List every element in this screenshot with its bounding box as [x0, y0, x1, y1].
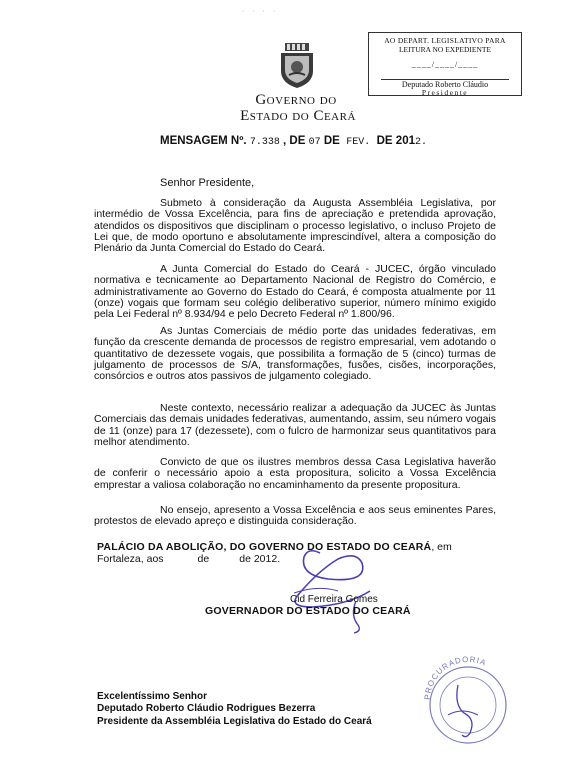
gov-do-2: DO	[292, 111, 310, 123]
recipient-line-3: Presidente da Assembléia Legislativa do Estado do Ceará	[97, 715, 372, 727]
closing-de: de	[197, 553, 210, 565]
paragraph-5-text: Convicto de que os ilustres membros dessa Casa Legislativa haverão de conferir o necessário apoio a esta propositura, solicito a Vossa Excelência emprestar a valiosa colaboração no encaminhamento da presente propositura.	[94, 456, 496, 491]
stamp-date-blanks: ____/____/____	[411, 60, 479, 69]
governor-signature-image	[258, 545, 408, 640]
gov-cap-e: E	[240, 108, 250, 124]
gov-cap-c: C	[313, 108, 324, 124]
seal-lettering: PROCURADORIA	[422, 655, 488, 701]
paragraph-6-text: No ensejo, apresento a Vossa Excelência e aos seus eminentes Pares, protestos de elevado apreço e distinguida consideração.	[94, 504, 496, 528]
message-de-1: , DE	[283, 135, 306, 147]
gov-do: DO	[319, 95, 337, 107]
closing-year-end: 2.	[271, 553, 281, 565]
gov-stado: STADO	[249, 111, 289, 123]
paragraph-4-text: Neste contexto, necessário realizar a adequação da JUCEC às Juntas Comerciais das demais unidades federativas, aumentando, assim, seu número vogais de 11 (onze) para 17 (dezessete), com o fulcro de harmonizar seus quantitativos para melhor atendimento.	[94, 402, 496, 448]
governor-title: GOVERNADOR DO ESTADO DO CEARÁ	[205, 605, 411, 617]
closing-city: Fortaleza, aos	[97, 553, 164, 565]
paragraph-2	[94, 264, 496, 320]
palace-name: PALÁCIO DA ABOLIÇÃO, DO GOVERNO DO ESTADO DO CEARÁ	[97, 541, 432, 553]
message-heading	[160, 135, 427, 148]
stamp-line-1: AO DEPART. LEGISLATIVO PARA	[384, 36, 506, 45]
message-day: 07	[308, 137, 321, 148]
stamp-line-2: LEITURA NO EXPEDIENTE	[398, 45, 492, 54]
stamp-signer	[369, 81, 521, 97]
government-title-line-1	[248, 92, 344, 109]
message-de-3: DE 201	[376, 135, 415, 147]
recipient-line-2: Deputado Roberto Cláudio Rodrigues Bezerra	[97, 703, 316, 715]
paragraph-3-text: As Juntas Comerciais de médio porte das unidades federativas, em função da crescente demanda de processos de registro empresarial, vem adotando o quantitativo de dezessete vogais, que possibilita a formação de 5 (cinco) turmas de julgamento de processos de S/A, transformações, fusões, cisões, incorporações, consórcios e outros atos passivos de julgamento colegiado.	[94, 325, 496, 383]
message-de-2: DE	[323, 135, 340, 147]
government-title-line-2	[228, 108, 368, 125]
svg-text:PROCURADORIA	[423, 655, 488, 700]
message-number: 7.338	[249, 137, 280, 148]
gov-overno: OVERNO	[266, 95, 316, 107]
paragraph-1	[94, 198, 496, 254]
message-label: MENSAGEM Nº.	[160, 135, 247, 147]
stamp-signer-name: Deputado Roberto Cláudio	[401, 80, 489, 89]
paragraph-2-text: A Junta Comercial do Estado do Ceará - JUCEC, órgão vinculado normativa e tecnicamente ao Departamento Nacional de Registro do Comércio, e administrativamente ao Governo do Estado do Ceará, é composta atualmente por 11 (onze) vogais que formam seu colégio deliberativo superior, número mínimo exigido pela Lei Federal nº 8.934/94 e pelo Decreto Federal nº 1.800/96.	[94, 263, 496, 321]
state-coat-of-arms-logo	[277, 43, 317, 94]
recipient-block	[97, 691, 372, 728]
top-scan-mark: · · · ·	[242, 8, 279, 15]
governor-name: Cid Ferreira Gomes	[290, 594, 378, 605]
salutation: Senhor Presidente,	[160, 177, 255, 189]
message-year-end: 2.	[414, 137, 427, 148]
procuradoria-seal	[418, 655, 518, 750]
recipient-line-1: Excelentíssimo Senhor	[97, 691, 208, 702]
paragraph-1-text: Submeto à consideração da Augusta Assembléia Legislativa, por intermédio de Vossa Excelência, para fins de apreciação e pretendida aprovação, atendidos os dispositivos que disciplinam o processo legislativo, o incluso Projeto de Lei que, de modo oportuno e absolutamente imprescindível, altera a composição do Plenário da Junta Comercial do Estado do Ceará.	[94, 197, 496, 255]
closing-year: de 201	[239, 553, 272, 565]
legislative-stamp	[368, 32, 522, 96]
gov-cap-g: G	[255, 92, 267, 108]
paragraph-3	[94, 326, 496, 382]
closing-em: , em	[431, 541, 452, 553]
paragraph-4	[94, 403, 496, 448]
paragraph-6	[94, 505, 496, 528]
stamp-signer-title: Presidente	[421, 88, 469, 97]
gov-eara: EARÁ	[323, 111, 356, 123]
message-month: FEV.	[346, 137, 371, 148]
paragraph-5	[94, 457, 496, 491]
